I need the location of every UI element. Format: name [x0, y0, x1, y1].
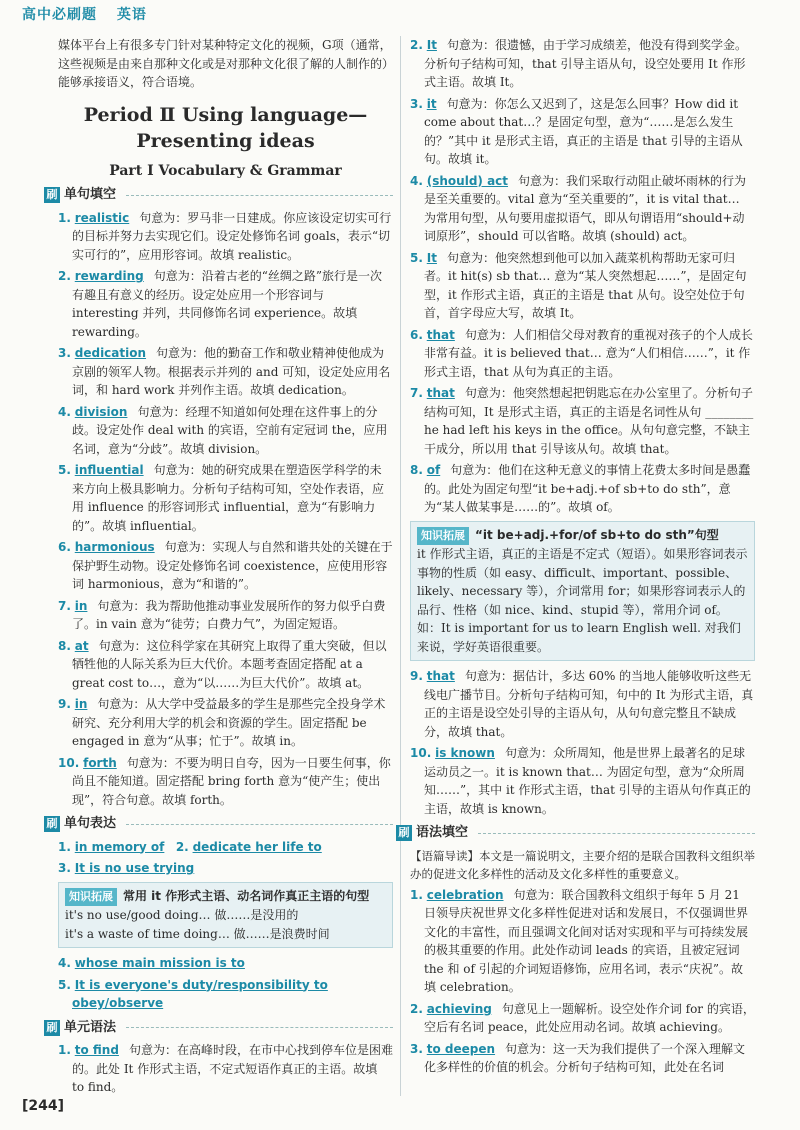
section-header: [396, 824, 755, 843]
list-item: 2. It 句意为：很遗憾，由于学习成绩差，他没有得到奖学金。分析句子结构可知，that 引导主语从句，设空处要用 It 作形式主语。故填 It。: [410, 38, 747, 89]
box-tag: 知识拓展: [65, 888, 117, 907]
page-number: [244]: [22, 1098, 65, 1114]
right-column: [398, 36, 755, 1080]
list-item: 3. It is no use trying: [58, 861, 195, 875]
list-item: 9. in 句意为：从大学中受益最多的学生是那些完全投身学术研究、充分利用大学的机会和资源的学生。固定搭配 be engaged in 意为“从事；忙于”。故填 in。: [58, 697, 386, 748]
box-body: it 作形式主语，真正的主语是不定式（短语）。如果形容词表示事物的性质（如 easy、difficult、important、possible、likely、necessary 等），介词常用 for；如果形容词表示人的品行、性格（如 nice、kind、stupid 等），常用介词 of。如：It is important for us to learn English well. 对我们来说，学好英语很重要。: [417, 547, 748, 654]
list-item: 2. achieving 句意见上一题解析。设空处作介词 for 的宾语，空后有名词 peace，此处应用动名词。故填 achieving。: [410, 1001, 755, 1034]
list-item: 5. It is everyone's duty/responsibility to obey/observe: [58, 977, 328, 1010]
period-title: Period Ⅱ Using language—Presenting ideas: [83, 103, 368, 152]
list-item: 1. to find 句意为：在高峰时段，在市中心找到停车位是困难的。此处 It 作形式主语，不定式短语作真正的主语。故填 to find。: [58, 1043, 393, 1094]
list-item: 1. in memory of 2. dedicate her life to: [58, 839, 322, 854]
box-title: 常用 it 作形式主语、动名词作真正主语的句型: [123, 888, 370, 903]
section-header: [44, 815, 393, 834]
list-item: 7. that 句意为：他突然想起把钥匙忘在办公室里了。分析句子结构可知，It 是形式主语，真正的主语是名词性从句 ________ he had left his keys in the office。从句句意完整，不缺主干成分，所以用 that 引导该从句。故填 that。: [410, 386, 754, 456]
list-item: 3. dedication 句意为：他的勤奋工作和敬业精神使他成为京剧的领军人物。根据表示并列的 and 可知，设定处应用名词，和 hard work 并列作主语。故填 dedication。: [58, 346, 391, 397]
list-item: 5. influential 句意为：她的研究成果在塑造医学科学的未来方向上极具影响力。分析句子结构可知，空处作表语，应用 influence 的形容词形式 influential，意为“有影响力的”。故填 influential。: [58, 463, 385, 533]
section-title: 语法填空: [416, 825, 469, 840]
knowledge-box: [410, 521, 755, 662]
section-title: 单元语法: [64, 1019, 117, 1035]
answer-list: [410, 667, 755, 818]
left-column: [46, 36, 393, 1100]
list-item: 2. rewarding 句意为：沿着古老的“丝绸之路”旅行是一次有趣且有意义的经历。设定处应用一个形容词与 interesting 并列，共同修饰名词 experience。故填 rewarding。: [58, 269, 383, 339]
list-item: 8. at 句意为：这位科学家在其研究上取得了重大突破，但以牺牲他的人际关系为巨大代价。本题考查固定搭配 at a great cost to…，意为“以……为巨大代价”。故填 at。: [58, 638, 387, 690]
list-item: 10. forth 句意为：不要为明日自夸，因为一日要生何事，你尚且不能知道。固定搭配 bring forth 意为“使产生；使出现”，符合句意。故填 forth。: [58, 755, 391, 807]
brush-icon: 刷: [44, 816, 60, 832]
list-item: 7. in 句意为：我为帮助他推动事业发展所作的努力似乎白费了。in vain 意为“徒劳；白费力气”，为固定短语。: [58, 598, 386, 631]
box-line: it's a waste of time doing… 做……是浪费时间: [65, 926, 330, 941]
brush-icon: 刷: [396, 825, 412, 841]
box-tag: 知识拓展: [417, 527, 469, 546]
list-item: 10. is known 句意为：众所周知，他是世界上最著名的足球运动员之一。it is known that… 为固定句型，意为“众所周知……”，其中 it 作形式主语，that 引导的主语从句作真正的主语，故填 is known。: [410, 746, 751, 816]
column-divider: [400, 36, 401, 1096]
passage-guide: 【语篇导读】本文是一篇说明文，主要介绍的是联合国教科文组织举办的促进文化多样性的活动及文化多样性的重要意义。: [410, 848, 755, 881]
box-line: it's no use/good doing… 做……是没用的: [65, 908, 299, 922]
list-item: 9. that 句意为：据估计，多达 60% 的当地人能够收听这些无线电广播节目。分析句子结构可知，句中的 It 为形式主语，真正的主语是设空处引导的主语从句，从句句意完整且不缺成分，故填 that。: [410, 669, 754, 739]
subject-label: 英语: [116, 7, 147, 23]
list-item: 3. to deepen 句意为：这一天为我们提供了一个深入理解文化多样性的价值的机会。分析句子结构可知，此处在名词: [410, 1041, 746, 1074]
list-item: 6. that 句意为：人们相信父母对教育的重视对孩子的个人成长非常有益。it is believed that… 意为“人们相信……”，it 作形式主语，that 从句为真正的主语。: [410, 327, 753, 379]
section-title: 单句表达: [64, 816, 117, 831]
list-item: 5. It 句意为：他突然想到他可以加入蔬菜机构帮助无家可归者。it hit(s) sb that… 意为“某人突然想起……”，是固定句型，it 作形式主语，真正的主语是 that 从句。设空处位于句首，首字母应大写，故填 It。: [410, 250, 747, 320]
list-item: 8. of 句意为：他们在这种无意义的事情上花费太多时间是愚蠢的。此处为固定句型“it be+adj.+of sb+to do sth”，意为“某人做某事是……的”。故填 of。: [410, 463, 751, 514]
section-header: [44, 186, 393, 205]
list-item: 4. whose main mission is to: [58, 956, 245, 970]
list-item: 4. division 句意为：经理不知道如何处理在这件事上的分歧。设定处作 deal with 的宾语，空前有定冠词 the，应用名词，意为“分歧”。故填 division。: [58, 404, 388, 456]
part-title: Part Ⅰ Vocabulary & Grammar: [109, 162, 342, 179]
brush-icon: 刷: [44, 1020, 60, 1036]
page-header: [22, 6, 161, 25]
intro-paragraph: 媒体平台上有很多专门针对某种特定文化的视频，G项（通常，这些视频是由来自那种文化或是对那种文化很了解的人制作的）能够承接语义，符合语境。: [58, 38, 392, 89]
answer-list: [410, 886, 755, 1077]
list-item: 4. (should) act 句意为：我们采取行动阻止破坏雨林的行为是至关重要的。vital 意为“至关重要的”，it is vital that… 为常用句型，从句要用虚拟语气，即从句谓语用“should+动词原形”，should 可以省略。故填 (should) act。: [410, 173, 747, 243]
list-item: 6. harmonious 句意为：实现人与自然和谐共处的关键在于保护野生动物。设定处修饰名词 coexistence，应使用形容词 harmonious，意为“和谐的”。: [58, 540, 393, 591]
knowledge-box: [58, 882, 393, 949]
list-item: 1. realistic 句意为：罗马非一日建成。你应该设定切实可行的目标并努力去实现它们。设定处修饰名词 goals，表示“切实可行的”，应用形容词。故填 realistic。: [58, 210, 392, 262]
answer-list: [58, 209, 393, 810]
box-title: “it be+adj.+for/of sb+to do sth”句型: [475, 527, 719, 542]
brush-icon: 刷: [44, 187, 60, 203]
answer-list: [410, 36, 755, 517]
book-title: 高中必刷题: [22, 7, 97, 23]
list-item: 1. celebration 句意为：联合国教科文组织于每年 5 月 21 日领导庆祝世界文化多样性促进对话和发展日，不仅强调世界文化的丰富性，而且强调文化间对话对实现和平与可持续发展的极其重要的作用。此处作动词 leads 的宾语，且被定冠词 the 和 of 引起的介词短语修饰，应用名词，表示“庆祝”。故填 celebration。: [410, 887, 749, 994]
list-item: 3. it 句意为：你怎么又迟到了，这是怎么回事？How did it come about that…？是固定句型，意为“……是怎么发生的？”其中 it 是形式主语，真正的主语是 that 引导的主语从句。故填 it。: [410, 96, 743, 166]
section-header: [44, 1019, 393, 1038]
section-title: 单句填空: [64, 187, 117, 202]
